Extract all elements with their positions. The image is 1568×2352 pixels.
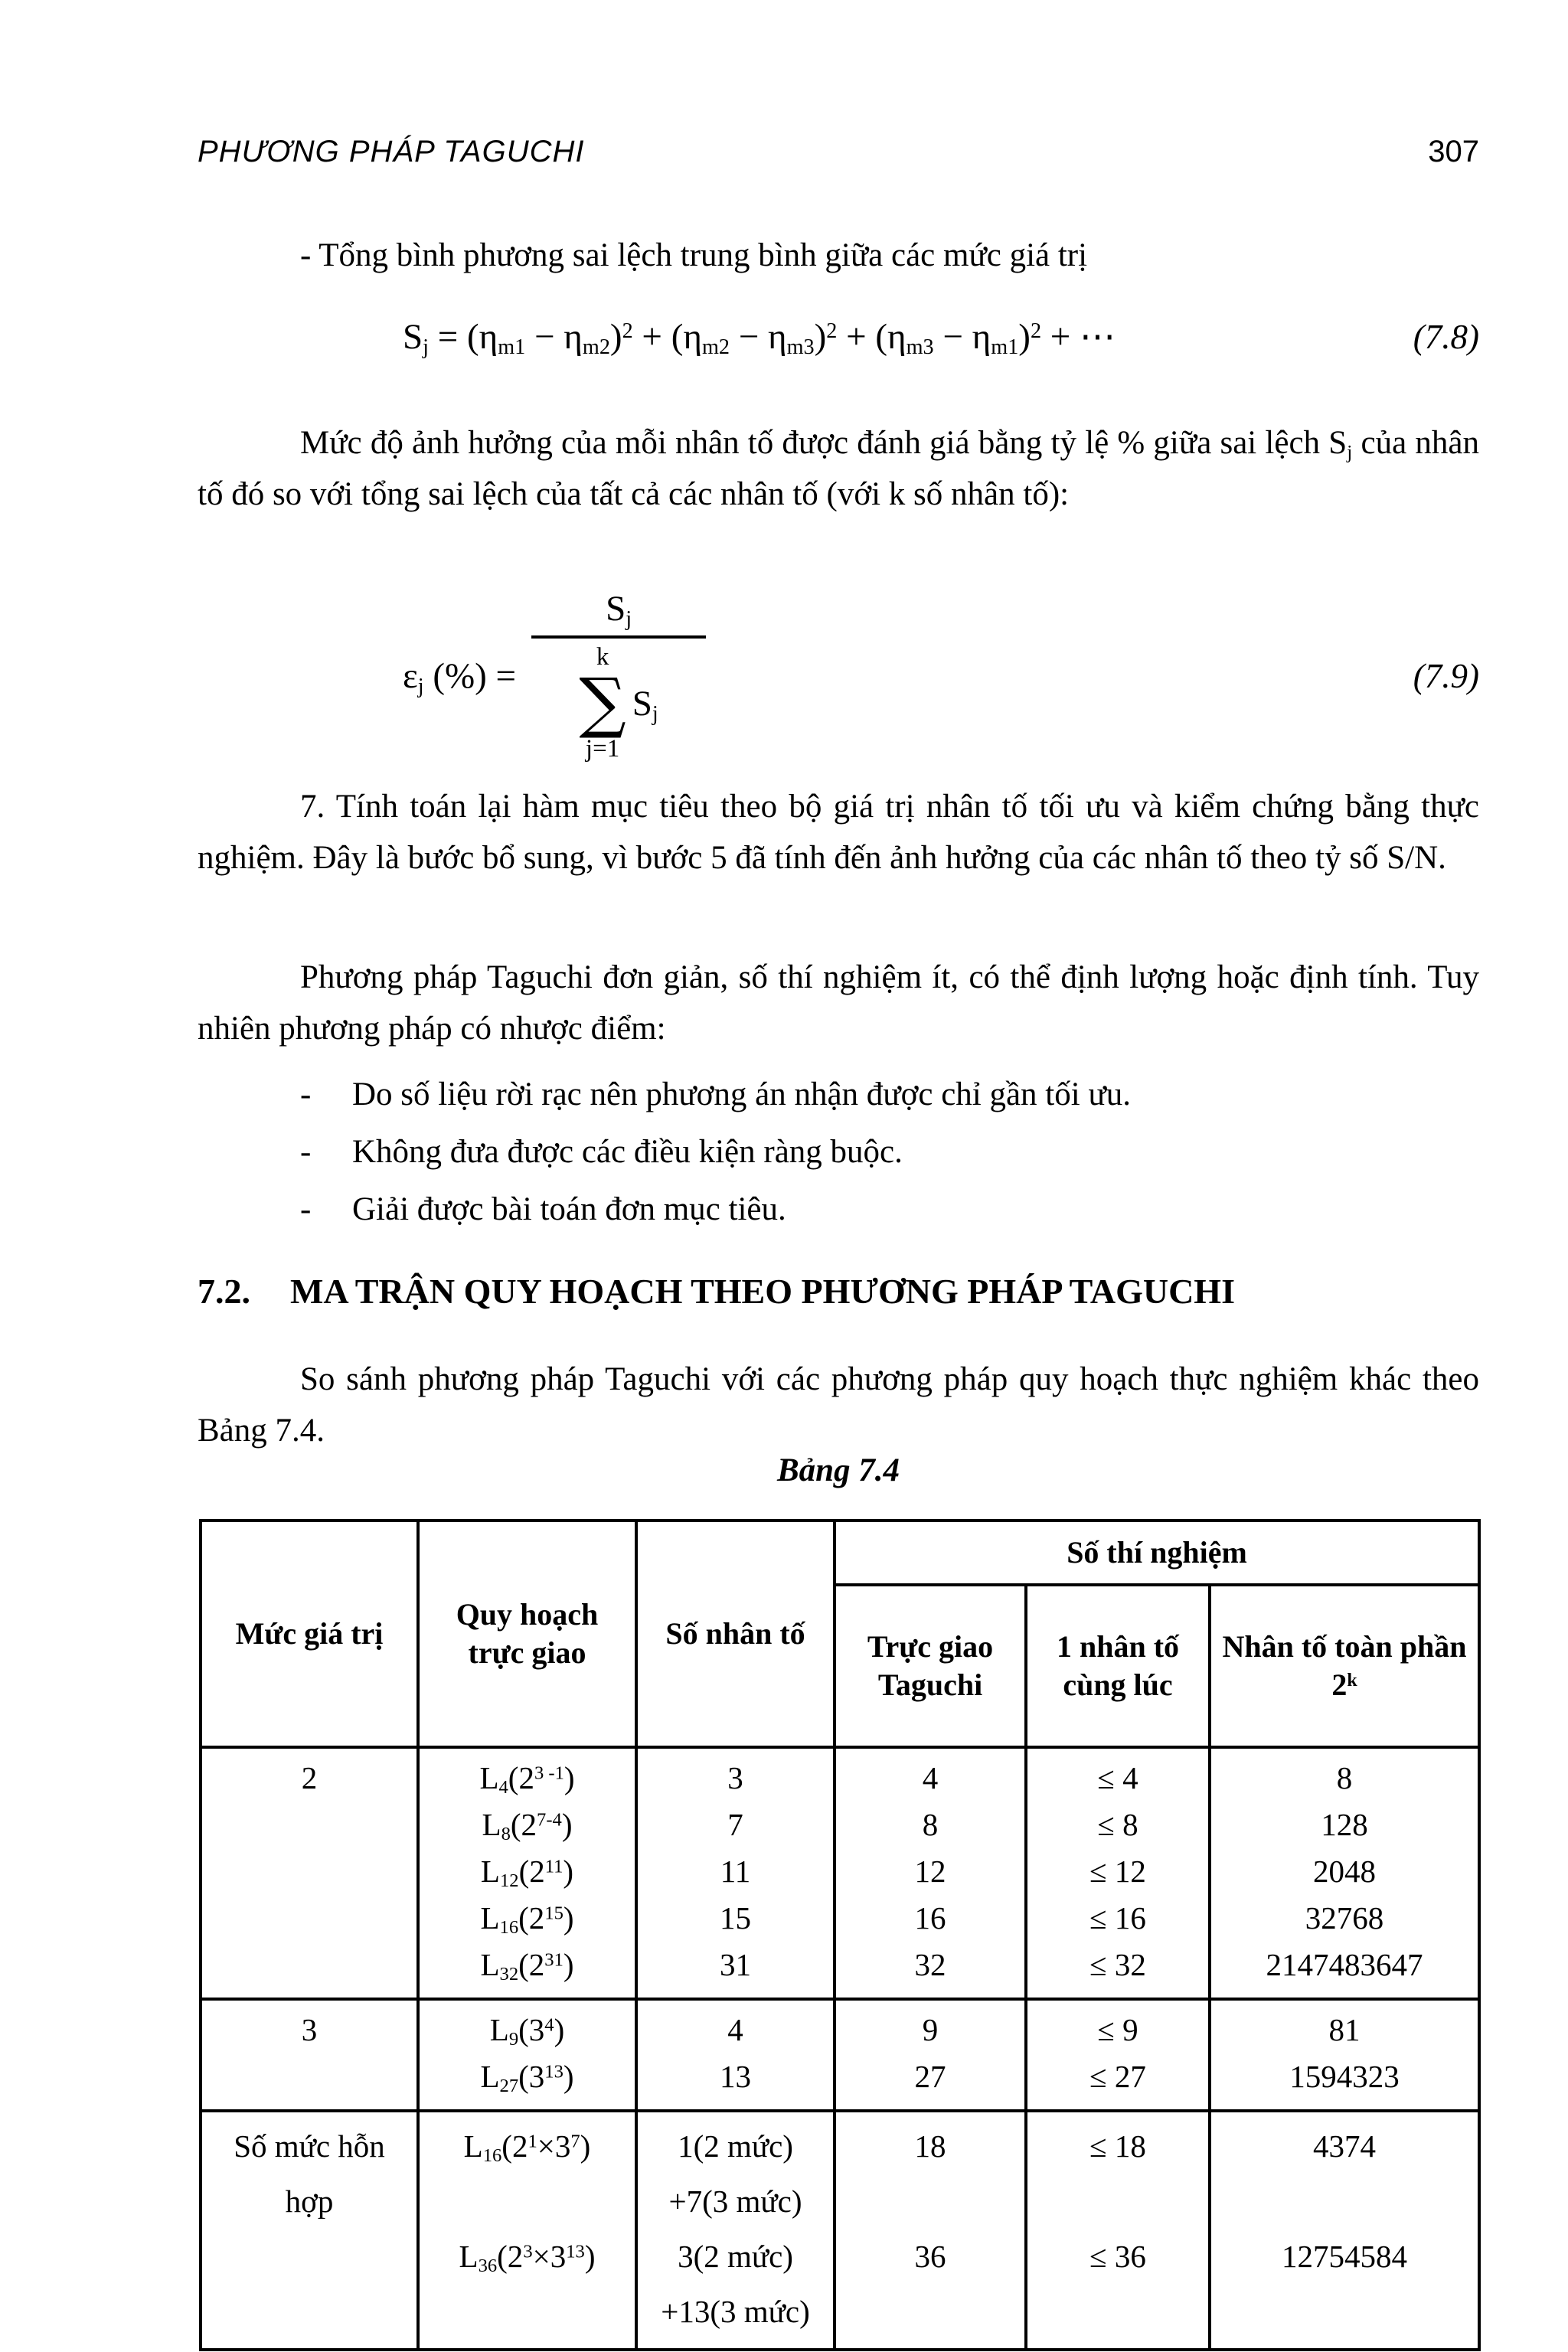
fraction-denominator bbox=[579, 639, 658, 764]
paragraph-method-summary: Phương pháp Taguchi đơn giản, số thí nghiệm ít, có thể định lượng hoặc định tính. Tuy nhiên phương pháp có nhược điểm: bbox=[198, 959, 1479, 1047]
table-line: $L_8(2^{7-4})$ bbox=[482, 1807, 573, 1845]
table-line: 15 bbox=[720, 1900, 751, 1936]
table-cell bbox=[1026, 2111, 1210, 2350]
table-line bbox=[1031, 2284, 1205, 2339]
table-caption: Bảng 7.4 bbox=[776, 1452, 900, 1488]
formula-7-9-expression bbox=[403, 588, 706, 764]
table-line: 8 bbox=[1336, 1760, 1353, 1795]
table-line: 32 bbox=[914, 1947, 946, 1982]
table-line: 18 bbox=[914, 2128, 946, 2164]
table-line: ≤ 12 bbox=[1089, 1854, 1146, 1889]
denominator-subscript: j bbox=[652, 702, 658, 727]
table-line bbox=[423, 2284, 632, 2339]
col-header-value-levels: Mức giá trị bbox=[201, 1521, 418, 1747]
table-cell bbox=[1210, 2111, 1479, 2350]
table-line: $L_{27}(3^{13})$ bbox=[480, 2059, 574, 2097]
table-line: 2 bbox=[301, 1760, 318, 1795]
table-cell bbox=[636, 1999, 835, 2111]
fraction-numerator bbox=[606, 588, 632, 635]
table-line: 13 bbox=[720, 2059, 751, 2094]
table-line: 8 bbox=[922, 1807, 939, 1842]
table-line bbox=[839, 2174, 1021, 2229]
table-cell bbox=[418, 1999, 636, 2111]
table-cell bbox=[835, 1747, 1026, 1999]
fraction bbox=[531, 588, 706, 764]
table-line: ≤ 8 bbox=[1097, 1807, 1138, 1842]
percent-equals: (%) = bbox=[433, 656, 517, 696]
table-cell bbox=[636, 1747, 835, 1999]
table-line: 36 bbox=[914, 2239, 946, 2274]
table-row-group bbox=[201, 1747, 1479, 1999]
formula-7-8-expression: $S_j = (\eta_{m1} - \eta_{m2})^2 + (\eta_{m2} - \eta_{m3})^2 + (\eta_{m3} - \eta_{m1})^2$ + ⋯ bbox=[403, 317, 1116, 360]
formula-7-9-lhs bbox=[403, 655, 516, 697]
sigma-block bbox=[579, 643, 626, 764]
drawback-list bbox=[198, 1066, 1479, 1238]
table-line: ≤ 18 bbox=[1089, 2128, 1146, 2164]
table-line: 3 bbox=[727, 1760, 743, 1795]
list-item-text: Giải được bài toán đơn mục tiêu. bbox=[352, 1191, 786, 1227]
table-cell bbox=[201, 1747, 418, 1999]
table-line bbox=[1214, 2174, 1475, 2229]
list-item-text: Không đưa được các điều kiện ràng buộc. bbox=[352, 1134, 903, 1170]
sigma-symbol: ∑ bbox=[579, 665, 626, 742]
table-line: 32768 bbox=[1305, 1900, 1384, 1936]
table-line: ≤ 32 bbox=[1089, 1947, 1146, 1982]
table-line bbox=[423, 2174, 632, 2229]
sum-lower-limit: j=1 bbox=[585, 734, 620, 763]
table-line: 2048 bbox=[1313, 1854, 1376, 1889]
list-item bbox=[198, 1066, 1479, 1123]
table-line: 81 bbox=[1328, 2012, 1361, 2047]
table-line: 3(2 mức) bbox=[678, 2239, 793, 2274]
list-item bbox=[198, 1181, 1479, 1238]
table-cell bbox=[1026, 1747, 1210, 1999]
table-line: ≤ 9 bbox=[1097, 2012, 1138, 2047]
table-line: 16 bbox=[914, 1900, 946, 1936]
table-cell bbox=[1210, 1747, 1479, 1999]
table-line: $L_{16}(2^{15})$ bbox=[480, 1900, 574, 1939]
col-header-factor-count: Số nhân tố bbox=[636, 1521, 835, 1747]
table-line: 128 bbox=[1321, 1807, 1368, 1842]
table-row-group bbox=[201, 2111, 1479, 2350]
table-line: 27 bbox=[914, 2059, 946, 2094]
col-header-orthogonal-array: Quy hoạch trực giao bbox=[418, 1521, 636, 1747]
dash-marker: - bbox=[300, 1076, 312, 1112]
table-line: Số mức hỗn bbox=[234, 2128, 385, 2164]
running-header bbox=[198, 135, 1479, 169]
table-line: 12754584 bbox=[1282, 2239, 1407, 2274]
table-header-row-top bbox=[201, 1521, 1479, 1585]
table-line: 12 bbox=[914, 1854, 946, 1889]
paragraph-comparison: So sánh phương pháp Taguchi với các phương pháp quy hoạch thực nghiệm khác theo Bảng 7.4. bbox=[198, 1361, 1479, 1449]
formula-7-8 bbox=[198, 315, 1479, 358]
epsilon-symbol: ε bbox=[403, 656, 418, 696]
table-cell bbox=[201, 1999, 418, 2111]
table-line: $L_9(3^4)$ bbox=[489, 2012, 565, 2050]
section-number: 7.2. bbox=[198, 1272, 250, 1311]
table-line: 31 bbox=[720, 1947, 751, 1982]
table-line: 7 bbox=[727, 1807, 743, 1842]
epsilon-subscript: j bbox=[417, 675, 424, 699]
page-content bbox=[198, 0, 1479, 2352]
table-cell bbox=[636, 2111, 835, 2350]
col-header-experiment-count: Số thí nghiệm bbox=[835, 1521, 1479, 1585]
formula-7-9 bbox=[198, 580, 1479, 772]
col-header-one-factor: 1 nhân tố cùng lúc bbox=[1026, 1585, 1210, 1747]
table-line: $L_{36}(2^3\times 3^{13})$ bbox=[459, 2239, 596, 2277]
table-line: ≤ 27 bbox=[1089, 2059, 1146, 2094]
table-cell bbox=[418, 1747, 636, 1999]
table-cell bbox=[835, 2111, 1026, 2350]
table-line: 2147483647 bbox=[1266, 1947, 1423, 1982]
table-line bbox=[1214, 2284, 1475, 2339]
table-line: $L_4(2^{3 -1})$ bbox=[479, 1760, 575, 1798]
table-line: ≤ 4 bbox=[1097, 1760, 1138, 1795]
sum-upper-limit: k bbox=[596, 643, 609, 671]
table-line: $L_{32}(2^{31})$ bbox=[480, 1947, 574, 1985]
table-cell bbox=[1026, 1999, 1210, 2111]
formula-7-9-label: (7.9) bbox=[1413, 657, 1479, 695]
table-cell bbox=[418, 2111, 636, 2350]
table-line: ≤ 36 bbox=[1089, 2239, 1146, 2274]
formula-7-8-label: (7.8) bbox=[1413, 317, 1479, 356]
table-line: hợp bbox=[285, 2184, 334, 2219]
running-header-title: PHƯƠNG PHÁP TAGUCHI bbox=[198, 135, 585, 168]
dash-marker: - bbox=[300, 1134, 312, 1170]
section-heading bbox=[198, 1271, 1479, 1312]
table-line: 11 bbox=[720, 1854, 751, 1889]
table-line: 4374 bbox=[1313, 2128, 1376, 2164]
table-line bbox=[1031, 2174, 1205, 2229]
table-line: 1(2 mức) bbox=[678, 2128, 793, 2164]
paragraph-influence: Mức độ ảnh hưởng của mỗi nhân tố được đánh giá bằng tỷ lệ % giữa sai lệch $S_j$ của nhân tố đó so với tổng sai lệch của tất cả các nhân tố (với k số nhân tố): bbox=[198, 425, 1479, 512]
paragraph-sum-squares: - Tổng bình phương sai lệch trung bình giữa các mức giá trị bbox=[300, 237, 1088, 273]
list-item-text: Do số liệu rời rạc nên phương án nhận được chỉ gần tối ưu. bbox=[352, 1076, 1132, 1112]
table-cell bbox=[835, 1999, 1026, 2111]
table-line: ≤ 16 bbox=[1089, 1900, 1146, 1936]
table-line: 3 bbox=[301, 2012, 318, 2047]
numerator-subscript: j bbox=[626, 607, 632, 632]
table-cell bbox=[1210, 1999, 1479, 2111]
col-header-full-factorial: Nhân tố toàn phần 2$^k$ bbox=[1210, 1585, 1479, 1747]
paragraph-step-7: 7. Tính toán lại hàm mục tiêu theo bộ giá trị nhân tố tối ưu và kiểm chứng bằng thực nghiệm. Đây là bước bổ sung, vì bước 5 đã tính đến ảnh hưởng của các nhân tố theo tỷ số S/N. bbox=[198, 789, 1479, 876]
table-line: 1594323 bbox=[1289, 2059, 1400, 2094]
table-line: 9 bbox=[922, 2012, 939, 2047]
section-title: MA TRẬN QUY HOẠCH THEO PHƯƠNG PHÁP TAGUCHI bbox=[290, 1272, 1235, 1311]
dash-marker: - bbox=[300, 1191, 312, 1227]
table-line bbox=[839, 2284, 1021, 2339]
col-header-taguchi-orthogonal: Trực giao Taguchi bbox=[835, 1585, 1026, 1747]
table-line: $L_{12}(2^{11})$ bbox=[480, 1854, 574, 1892]
table-body bbox=[201, 1747, 1479, 2350]
table-line: 4 bbox=[922, 1760, 939, 1795]
table-line: 4 bbox=[727, 2012, 743, 2047]
page-number: 307 bbox=[1428, 135, 1479, 168]
list-item bbox=[198, 1123, 1479, 1181]
table-line: +13(3 mức) bbox=[661, 2294, 810, 2329]
table-line: $L_{16}(2^1\times 3^7)$ bbox=[463, 2128, 591, 2167]
numerator-S: S bbox=[606, 589, 626, 629]
denominator-S: S bbox=[632, 684, 652, 724]
table-cell bbox=[201, 2111, 418, 2350]
table-line: +7(3 mức) bbox=[668, 2184, 802, 2219]
denominator-S-term bbox=[632, 683, 658, 727]
table-row-group bbox=[201, 1999, 1479, 2111]
comparison-table bbox=[199, 1519, 1481, 2351]
